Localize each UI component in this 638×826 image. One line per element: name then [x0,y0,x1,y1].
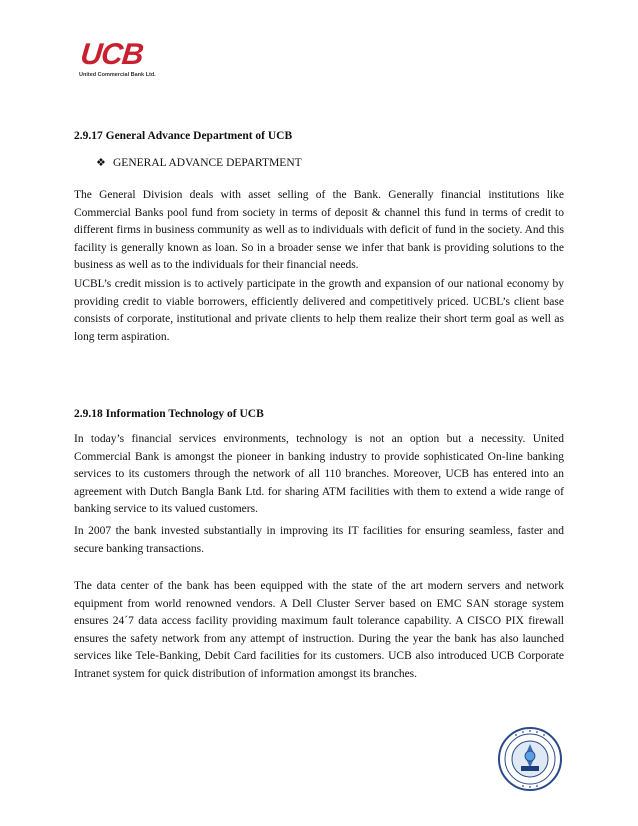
paragraph-data-center: The data center of the bank has been equipped with the state of the art modern servers and network equipment from world renowned vendors. A Dell Cluster Server based on EMC SAN storage system ensures 24´7 data access facility providing maximum fault tolerance capability. A CISCO PIX firewall ensures the safety network from any attempt of instruction. During the year the bank has also launched services like Tele-Banking, Debit Card facilities for its customers. UCB also introduced UCB Corporate Intranet system for quick distribution of information amongst its branches. [74,580,564,680]
paragraph-2007-investment: In 2007 the bank invested substantially in improving its IT facilities for ensuring seamless, faster and secure banking transactions. [74,525,564,555]
subheading-text: GENERAL ADVANCE DEPARTMENT [113,157,302,169]
paragraph-credit-mission: UCBL’s credit mission is to actively participate in the growth and expansion of our national economy by providing credit to viable borrowers, efficiently delivered and competitively priced. UCBL’s client base consists of corporate, institutional and private clients to help them realize their short term goal as well as long term aspiration. [74,278,564,343]
diamond-bullet-icon: ❖ [96,156,106,169]
paragraph-technology: In today’s financial services environments, technology is not an option but a necessity. United Commercial Bank is amongst the pioneer in banking industry to provide sophisticated On-line banking services to its customers through the network of all 110 branches. Moreover, UCB has entered into an agreement with Dutch Bangla Bank Ltd. for sharing ATM facilities with them to extend a wide range of banking service to its valued customers. [74,433,564,515]
section-heading-information-technology: 2.9.18 Information Technology of UCB [74,408,264,420]
logo-text: UCB [78,38,145,71]
paragraph-general-division: The General Division deals with asset selling of the Bank. Generally financial institutions like Commercial Banks pool fund from society in terms of deposit & channel this fund in terms of credit to different firms in business community as well as to individuals with deficit of fund in the society. And this facility is generally known as loan. So in a broader sense we infer that bank is providing solutions to the business as well as to the individuals for their financial needs. [74,189,564,271]
university-seal-icon [497,726,563,792]
ucb-logo [79,40,163,82]
section-heading-general-advance: 2.9.17 General Advance Department of UCB [74,130,293,142]
bullet-subheading [96,156,302,170]
logo-subtitle: United Commercial Bank Ltd. [79,72,156,78]
